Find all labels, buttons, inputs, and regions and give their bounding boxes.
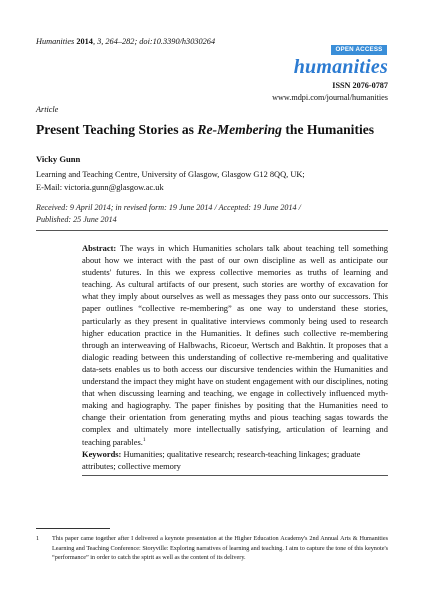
title-part-2: Re-Membering [197, 122, 282, 137]
citation-volume: 3 [97, 37, 102, 46]
footnote-rule [36, 528, 110, 529]
footnote-text: This paper came together after I delivered a keynote presentation at the Higher Education Academy's 2nd Annual Arts & Humanities Learning and Teaching Conference: Storyville: Exploring narratives of learning and teaching. I aim to capture the tone of this keynote's “performance” in order to catch the spirit as well as the content of its delivery. [52, 535, 388, 562]
journal-short-name: Humanities [36, 37, 75, 46]
article-type: Article [36, 105, 59, 114]
title-part-3: the Humanities [281, 122, 375, 137]
author-name: Vicky Gunn [36, 154, 81, 164]
journal-url[interactable]: www.mdpi.com/journal/humanities [272, 93, 388, 102]
citation-year: 2014 [76, 37, 93, 46]
footnote [36, 534, 388, 563]
footnote-ref[interactable]: 1 [142, 436, 146, 443]
dates-line-1: Received: 9 April 2014; in revised form: 19 June 2014 / Accepted: 19 June 2014 / [36, 203, 301, 212]
article-title [36, 122, 374, 138]
keywords-text: Humanities; qualitative research; research-teaching linkages; graduate attributes; collective memory [82, 449, 361, 472]
dates-line-2: Published: 25 June 2014 [36, 215, 117, 224]
journal-name-logo: humanities [293, 56, 388, 78]
keywords-label: Keywords: [82, 449, 122, 459]
abstract-label: Abstract: [82, 243, 117, 253]
abstract-text: The ways in which Humanities scholars talk about teaching tell something about how we interact with the past of our own discipline as well as anticipate our students' futures. In this we express collective memories as truths of learning and teaching. As cultural artifacts of our present, such stories are worthy of excavation for what they imply about ourselves as well as messages they pass onto our successors. This paper outlines “collective re-membering” as one way to understand these stories, particularly as they present in qualitative interviews commonly being used to research higher education practice in the Humanities. It defines such collective re-membering through an interweaving of Halbwachs, Ricoeur, Wertsch and Bakhtin. It proposes that a dialogic reading between this understanding of collective re-membering and qualitative data-sets enables us to both access our discursive tendencies within the Humanities and understand the impact they might have on student engagement with our disciplines, noting that when discussing learning and teaching, we engage in collectively influenced myth-making and hagiography. The paper finishes by positing that the Humanities need to change their orientation from generating myths and pious teaching sagas towards the complex and ultimately more intellectually satisfying, articulation of learning and teaching parables. [82, 243, 388, 447]
citation-pages-doi: , 264–282; doi:10.3390/h3030264 [101, 37, 216, 46]
footnote-mark: 1 [36, 535, 40, 542]
citation-line: Humanities 2014, 3, 264–282; doi:10.3390/h3030264 [36, 37, 216, 46]
issn: ISSN 2076-0787 [332, 81, 388, 90]
divider-bottom [82, 475, 388, 476]
keywords [82, 448, 388, 472]
abstract [82, 242, 388, 448]
author-email[interactable]: E-Mail: victoria.gunn@glasgow.ac.uk [36, 183, 164, 192]
affiliation: Learning and Teaching Centre, University of Glasgow, Glasgow G12 8QQ, UK; [36, 170, 305, 179]
open-access-badge: OPEN ACCESS [331, 45, 387, 55]
title-part-1: Present Teaching Stories as [36, 122, 198, 137]
divider-top [36, 230, 388, 231]
